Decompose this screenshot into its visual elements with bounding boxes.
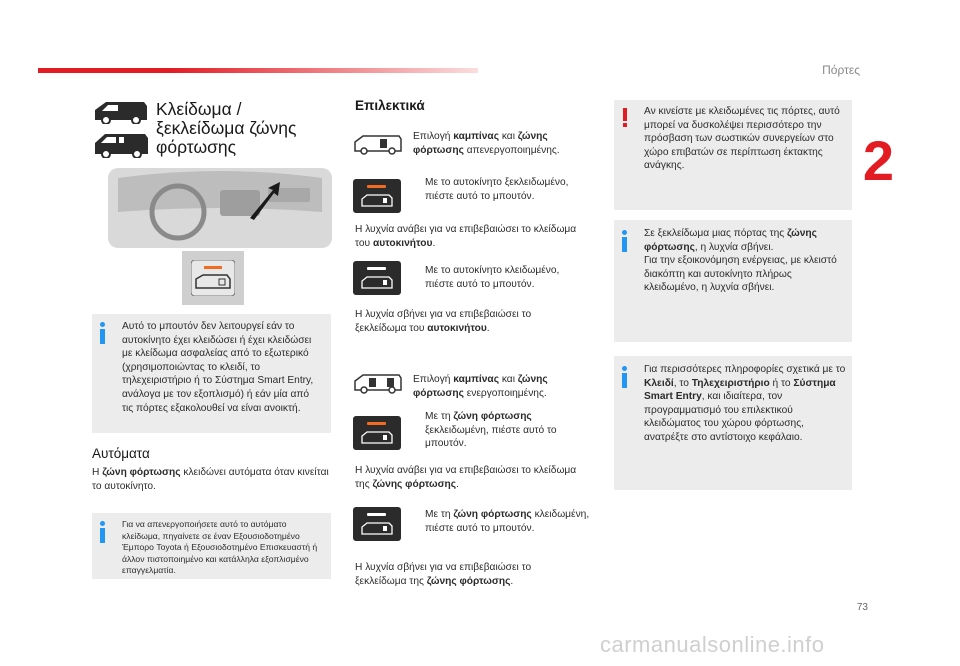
auto-text: Η ζώνη φόρτωσης κλειδώνει αυτόματα όταν κινείται το αυτοκίνητο.: [92, 467, 329, 492]
step1-text: Με το αυτοκίνητο ξεκλειδωμένο, πιέστε αυτό το μπουτόν.: [425, 177, 569, 202]
info-icon: [100, 521, 106, 543]
step4-text: Με τη ζώνη φόρτωσης κλειδωμένη, πιέστε αυτό το μπουτόν.: [425, 509, 590, 534]
indicator-lamp-on: [367, 422, 386, 425]
info-icon: [622, 366, 628, 388]
chapter-title: Πόρτες: [822, 63, 860, 77]
watermark: carmanualsonline.info: [600, 632, 825, 657]
van-lock-icon: [361, 274, 393, 290]
note-box-dealer: [92, 513, 331, 579]
result3-text: Η λυχνία ανάβει για να επιβεβαιώσει το κλείδωμα της ζώνης φόρτωσης.: [355, 465, 577, 490]
indicator-lamp-off: [367, 513, 386, 516]
van-icon: [92, 98, 150, 124]
result1-text: Η λυχνία ανάβει για να επιβεβαιώσει το κλείδωμα του αυτοκινήτου.: [355, 224, 577, 249]
van-long-icon: [92, 130, 150, 158]
selective-heading: Επιλεκτικά: [355, 98, 425, 113]
info-icon: [100, 322, 106, 344]
button-closeup: [182, 251, 244, 305]
result2-text: Η λυχνία σβήνει για να επιβεβαιώσει το ξεκλείδωμα του αυτοκινήτου.: [355, 309, 532, 334]
warning-icon: [622, 108, 629, 128]
section-title: Κλείδωμα / ξεκλείδωμα ζώνης φόρτωσης: [156, 99, 297, 157]
van-lock-icon: [361, 429, 393, 445]
warning-text: Αν κινείστε με κλειδωμένες τις πόρτες, αυτό μπορεί να δυσκολέψει περισσότερο την πρόσβαση των σωστικών συνεργείων στο χώρο επιβατών σε περίπτωση έκτακτης ανάγκης.: [644, 106, 840, 172]
info-box-button-notice: [92, 314, 331, 433]
info-icon: [622, 230, 628, 252]
selection2-text: Επιλογή καμπίνας και ζώνης φόρτωσης ενεργοποιημένης.: [413, 374, 548, 399]
button-state-lamp-off-cargo: [353, 507, 401, 541]
info-box-more: [614, 356, 852, 490]
button-state-lamp-on: [353, 179, 401, 213]
dashboard-illustration: [108, 168, 332, 248]
van-cab-cargo-selected-icon: [353, 372, 403, 394]
cargo-lock-button-icon: [191, 260, 235, 296]
warning-box: [614, 100, 852, 210]
button-state-lamp-off: [353, 261, 401, 295]
selection1-text: Επιλογή καμπίνας και ζώνης φόρτωσης απενεργοποιημένης.: [413, 131, 560, 156]
info-more-text: Για περισσότερες πληροφορίες σχετικά με το Κλειδί, το Τηλεχειριστήριο ή το Σύστημα Smart Entry, και ιδιαίτερα, τον προγραμματισμό του επιλεκτικού κλειδώματος του χώρου φόρτωσης, ανατρέξτε στο αντίστοιχο κεφάλαιο.: [644, 364, 846, 443]
step2-text: Με το αυτοκίνητο κλειδωμένο, πιέστε αυτό το μπουτόν.: [425, 265, 560, 290]
chapter-number: 2: [862, 129, 894, 192]
note-text: Για να απενεργοποιήσετε αυτό το αυτόματο κλείδωμα, πηγαίνετε σε έναν Εξουσιοδοτημένο Έμπορο Toyota ή Εξουσιοδοτημένο Επισκευαστή ή άλλον πιστοποιημένο και κατάλληλα εξοπλισμένο επαγγελματία.: [122, 519, 318, 575]
van-lock-icon: [361, 192, 393, 208]
info-lamp-text: Σε ξεκλείδωμα μιας πόρτας της ζώνης φόρτωσης, η λυχνία σβήνει. Για την εξοικονόμηση ενέργειας, με κλειστό διακόπτη και αυτοκίνητο πλήρως κλειδωμένο, η λυχνία σβήνει.: [644, 228, 837, 294]
van-lock-icon: [361, 520, 393, 536]
info-text: Αυτό το μπουτόν δεν λειτουργεί εάν το αυτοκίνητο έχει κλειδώσει ή έχει κλειδώσει με κλείδωμα ασφαλείας από το εξωτερικό (χρησιμοποιώντας το κλειδί, το τηλεχειριστήριο ή το Σύστημα Smart Entry, ανάλογα με τον εξοπλισμό) ή εάν μία από τις πόρτες εξακολουθεί να είναι ανοικτή.: [122, 321, 314, 414]
result4-text: Η λυχνία σβήνει για να επιβεβαιώσει το ξεκλείδωμα της ζώνης φόρτωσης.: [355, 562, 532, 587]
info-box-lamp: [614, 220, 852, 342]
button-state-lamp-on-cargo: [353, 416, 401, 450]
indicator-lamp-on: [367, 185, 386, 188]
step3-text: Με τη ζώνη φόρτωσης ξεκλειδωμένη, πιέστε αυτό το μπουτόν.: [425, 411, 557, 450]
page-number: 73: [856, 602, 868, 613]
van-cab-selected-icon: [353, 133, 403, 155]
header-red-bar: [38, 68, 478, 73]
indicator-lamp-off: [367, 267, 386, 270]
auto-heading: Αυτόματα: [92, 446, 150, 461]
